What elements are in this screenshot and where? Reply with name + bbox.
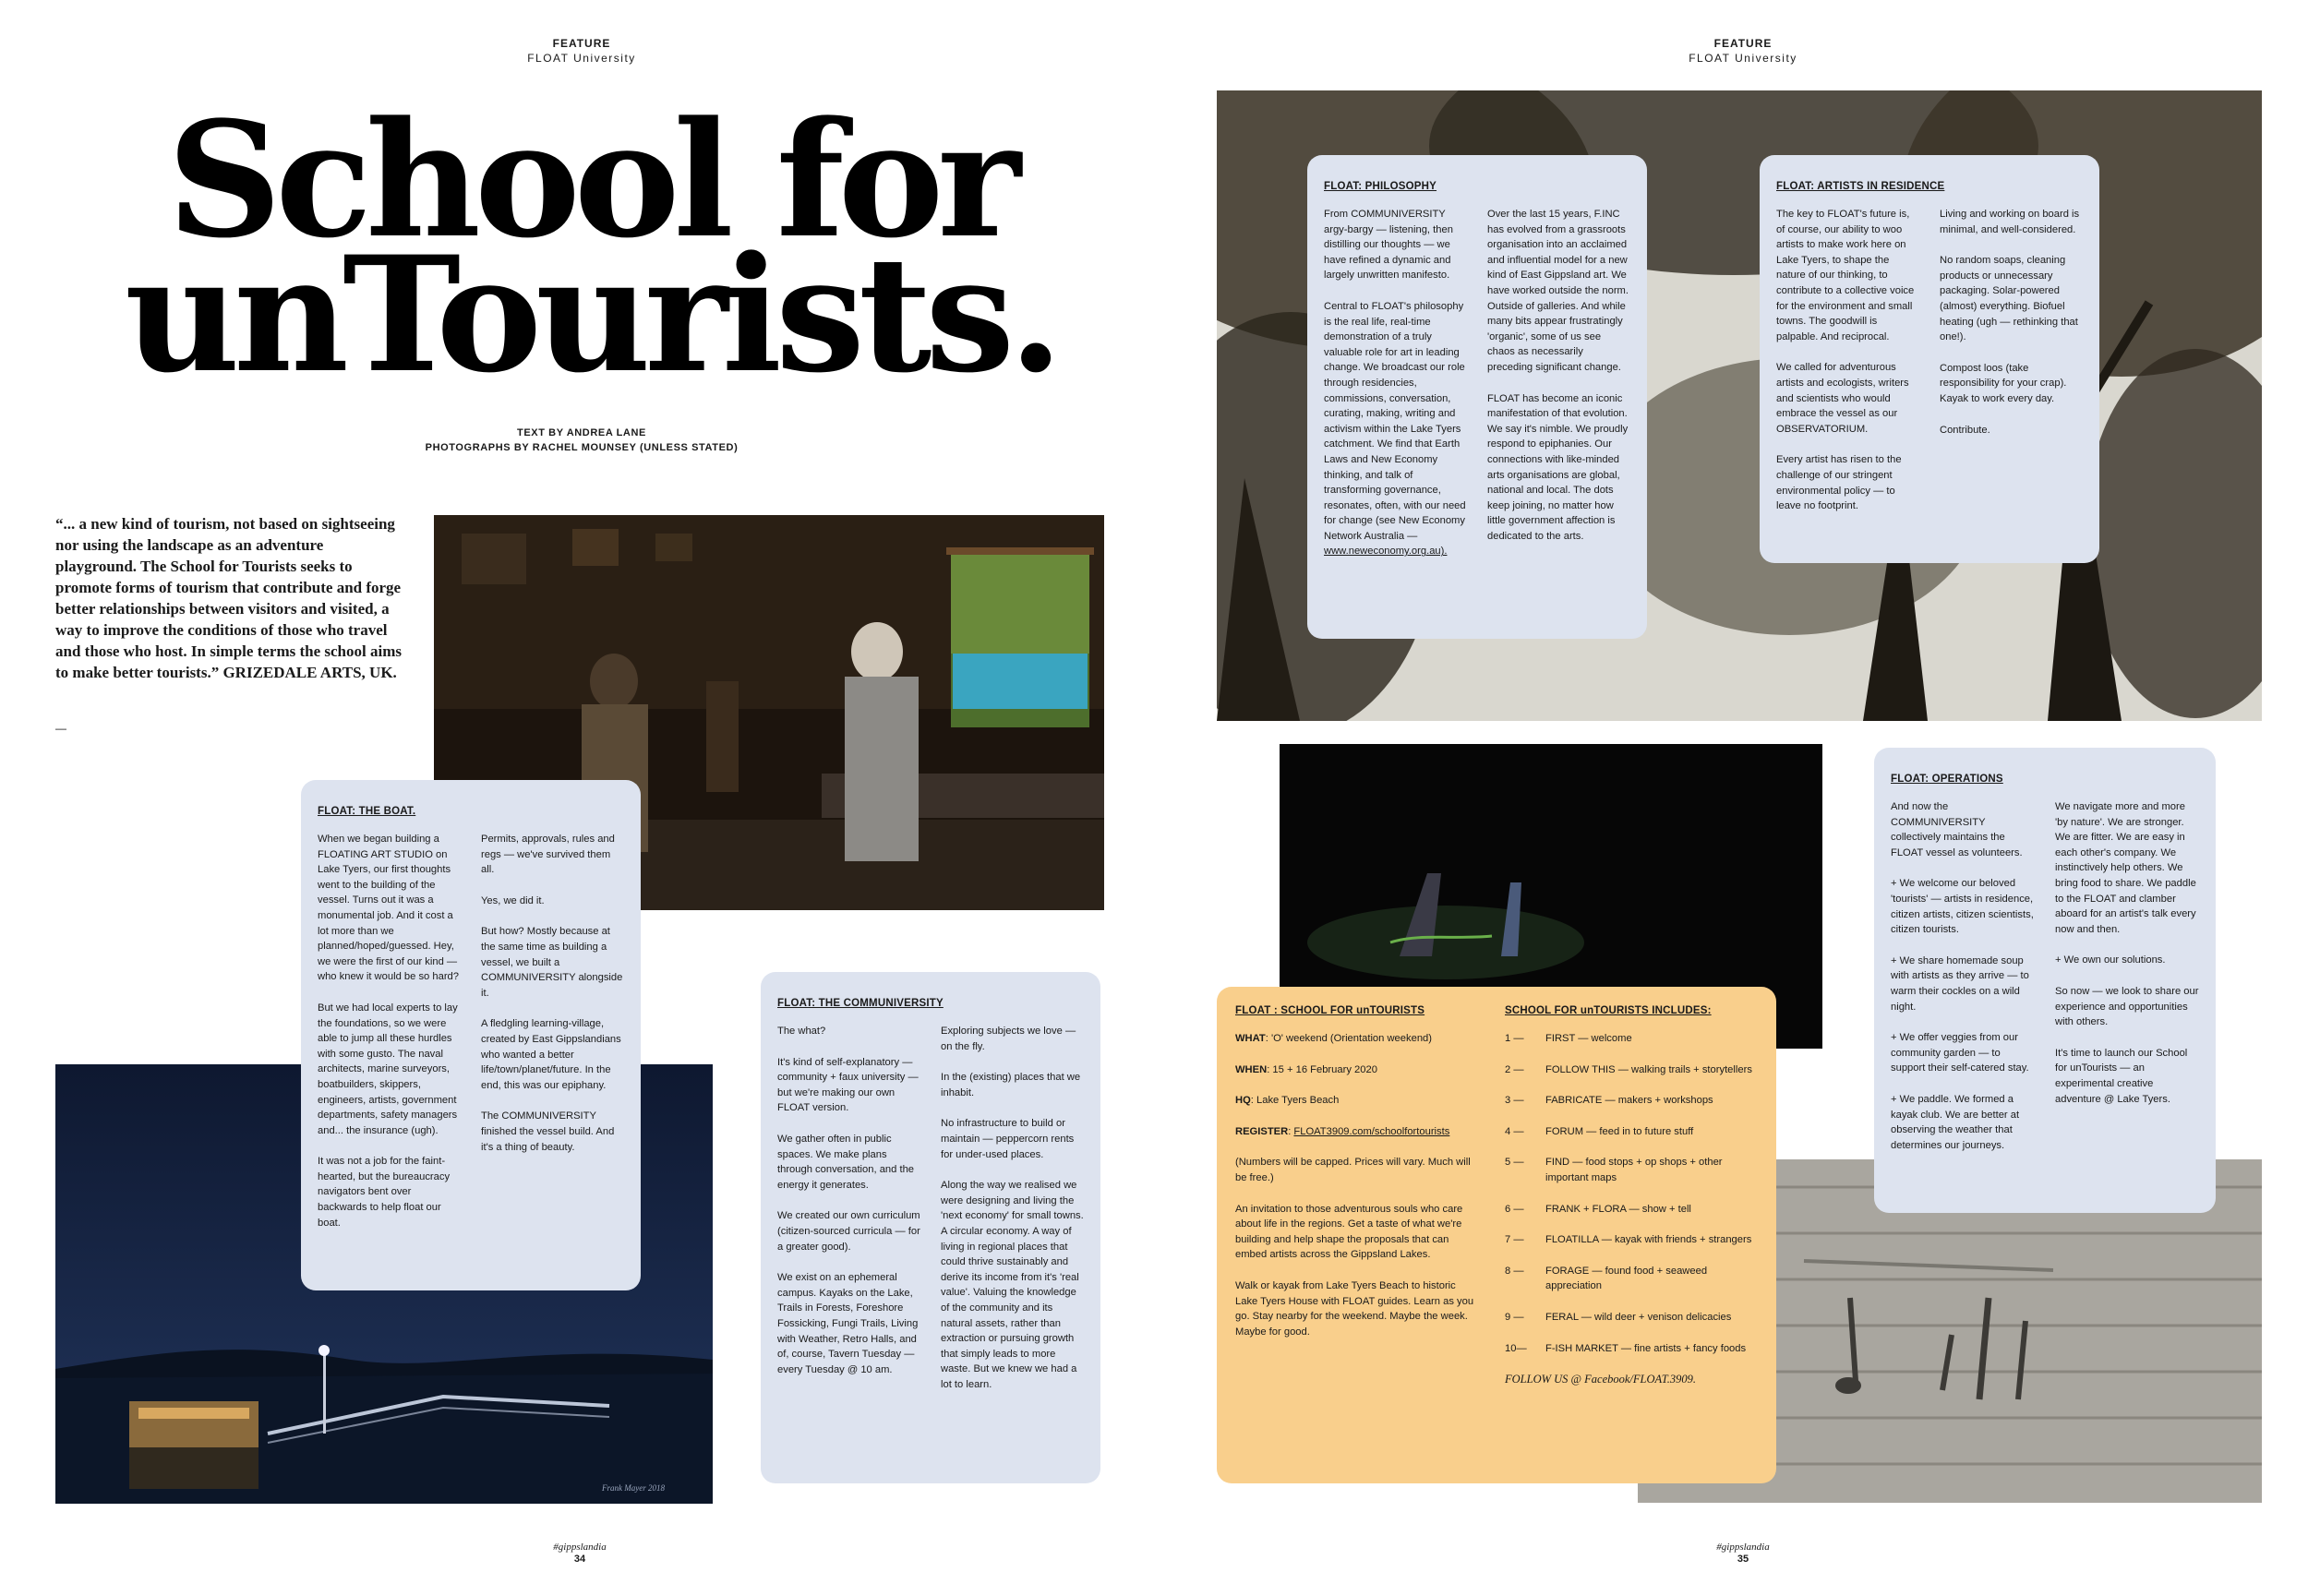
list-item — [1505, 1124, 1758, 1140]
list-item-text: FIRST — welcome — [1545, 1033, 1632, 1044]
list-item-text: FABRICATE — makers + workshops — [1545, 1095, 1713, 1107]
event-what-label: WHAT — [1235, 1033, 1266, 1044]
paragraph: Over the last 15 years, F.INC has evolved from a grassroots organisation into an acclaimed and influential model for a new kind of East Gippsland art. We have worked outside the norm. Outside of galleries. And while many bits appear frustratingly 'organic', some of us see chaos as necessarily preceding significant change. — [1487, 209, 1629, 373]
card-communiversity-col-1 — [777, 1024, 920, 1392]
card-boat-col-2 — [481, 832, 624, 1230]
card-school-title: FLOAT : SCHOOL FOR unTOURISTS — [1235, 1005, 1425, 1016]
list-item — [1505, 1264, 1758, 1294]
page-title — [74, 86, 1108, 408]
capped-note: (Numbers will be capped. Prices will vary. Much will be free.) — [1235, 1157, 1471, 1183]
paragraph: We gather often in public spaces. We make plans through conversation, and the energy it generates. — [777, 1133, 915, 1191]
list-item — [1505, 1093, 1758, 1109]
paragraph: We created our own curriculum (citizen-sourced curricula — for a greater good). — [777, 1210, 920, 1253]
paragraph: Contribute. — [1940, 424, 1990, 436]
paragraph: So now — we look to share our experience and opportunities with others. — [2055, 985, 2199, 1028]
event-register-label: REGISTER — [1235, 1125, 1289, 1137]
paragraph: Permits, approvals, rules and regs — we've survived them all. — [481, 834, 615, 876]
card-school — [1217, 987, 1776, 1483]
section-kicker: FEATURE — [1713, 37, 1773, 50]
list-item-text: FIND — food stops + op shops + other important maps — [1545, 1157, 1723, 1183]
paragraph: In the (existing) places that we inhabit. — [941, 1072, 1081, 1098]
list-item — [1505, 1341, 1758, 1357]
section-sub: FLOAT University — [1689, 52, 1797, 65]
paragraph: Exploring subjects we love — on the fly. — [941, 1026, 1076, 1052]
card-philosophy-col-1 — [1324, 207, 1467, 559]
card-boat — [301, 780, 641, 1290]
event-when-value: : 15 + 16 February 2020 — [1267, 1063, 1377, 1075]
list-item-number: 8 — — [1505, 1265, 1524, 1277]
section-kicker: FEATURE — [552, 37, 611, 50]
byline-text: TEXT BY ANDREA LANE — [517, 427, 646, 438]
list-item — [1505, 1062, 1758, 1078]
title-line-2: unTourists. — [124, 221, 1058, 408]
event-hq-label: HQ — [1235, 1095, 1251, 1107]
card-artists-col-1 — [1776, 207, 1919, 514]
list-item-number: 2 — — [1505, 1063, 1524, 1075]
paragraph: We navigate more and more 'by nature'. We are stronger. We are fitter. We are easy in each other's company. We instinctively help others. We bring food to share. We paddle to the FLOAT and clamber aboard for an artist's talk every now and then. — [2055, 801, 2196, 935]
register-link[interactable]: FLOAT3909.com/schoolfortourists — [1293, 1125, 1450, 1137]
paragraph: No infrastructure to build or maintain — peppercorn rents for under-used places. — [941, 1118, 1075, 1160]
paragraph: We exist on an ephemeral campus. Kayaks on the Lake, Trails in Forests, Foreshore Fossicking, Fungi Trails, Living with Weather, Retro Halls, and of, course, Tavern Tuesday — every Tuesday @ 10 am. — [777, 1272, 919, 1375]
card-operations-col-2 — [2055, 799, 2199, 1153]
left-page-header — [443, 37, 720, 65]
paragraph: The what? — [777, 1026, 826, 1037]
right-page-footer — [1651, 1542, 1835, 1565]
card-school-col-1 — [1235, 1005, 1477, 1403]
byline-photos: PHOTOGRAPHS BY RACHEL MOUNSEY (UNLESS STATED) — [425, 442, 739, 453]
list-item — [1505, 1202, 1758, 1218]
paragraph: When we began building a FLOATING ART STUDIO on Lake Tyers, our first thoughts went to the building of the vessel. Turns out it was a monumental job. And it cost a lot more than we planned/hoped/guessed. Hey, we were the first of our kind — who knew it would be so hard? — [318, 834, 459, 983]
paragraph: No random soaps, cleaning products or unnecessary packaging. Solar-powered (almost) everything. Biofuel heating (ugh — rethinking that one!). — [1940, 255, 2078, 343]
card-artists-title: FLOAT: ARTISTS IN RESIDENCE — [1776, 181, 1945, 192]
card-communiversity — [761, 972, 1100, 1483]
card-operations-title: FLOAT: OPERATIONS — [1891, 774, 2003, 785]
section-sub: FLOAT University — [527, 52, 636, 65]
paragraph: + We share homemade soup with artists as they arrive — to warm their cockles on a wild night. — [1891, 954, 2029, 1013]
card-operations — [1874, 748, 2216, 1213]
card-philosophy — [1307, 155, 1647, 639]
paragraph: It was not a job for the faint-hearted, but the bureaucracy navigators bent over backwards to help float our boat. — [318, 1156, 451, 1229]
event-what — [1235, 1031, 1477, 1047]
list-item-text: FERAL — wild deer + venison delicacies — [1545, 1311, 1732, 1323]
event-hq — [1235, 1093, 1477, 1109]
list-item-number: 9 — — [1505, 1311, 1524, 1323]
left-page-footer — [487, 1542, 672, 1565]
paragraph: A fledgling learning-village, created by East Gippslandians who wanted a better life/town/planet/future. In the end, this was our epiphany. — [481, 1018, 621, 1091]
card-school-col-2 — [1505, 1005, 1758, 1403]
paragraph: It's kind of self-explanatory — community + faux university — but we're making our own FLOAT version. — [777, 1056, 919, 1114]
card-operations-col-1 — [1891, 799, 2035, 1153]
list-item-number: 3 — — [1505, 1095, 1524, 1107]
paragraph: We called for adventurous artists and ecologists, writers and scientists who would embrace the vessel as our OBSERVATORIUM. — [1776, 362, 1909, 435]
paragraph: The COMMUNIVERSITY finished the vessel build. And it's a thing of beauty. — [481, 1110, 615, 1153]
pull-quote: “... a new kind of tourism, not based on sightseeing nor using the landscape as an adventure playground. The School for Tourists seeks to promote forms of tourism that contribute and forge better relationships between visitors and visited, a way to improve the conditions of those who travel and those who host. In simple terms the school aims to make better tourists.” GRIZEDALE ARTS, UK. — [55, 515, 402, 681]
list-item-number: 7 — — [1505, 1234, 1524, 1246]
page-number: 35 — [1737, 1554, 1749, 1565]
paragraph: + We welcome our beloved 'tourists' — artists in residence, citizen artists, citizen scientists, citizen tourists. — [1891, 878, 2034, 936]
event-when-label: WHEN — [1235, 1063, 1268, 1075]
event-what-value: : 'O' weekend (Orientation weekend) — [1265, 1033, 1432, 1044]
paragraph: Central to FLOAT's philosophy is the real life, real-time demonstration of a truly valuable role for art in leading change. We broadcast our role through residencies, commissions, conversation, curating, making, writing and activism within the Lake Tyers catchment. We find that Earth Laws and New Economy thinking, and talk of transforming governance, resonates, often, with our need for change (see New Economy Network Australia — — [1324, 300, 1466, 542]
list-item-text: FORAGE — found food + seaweed appreciation — [1545, 1265, 1708, 1292]
event-register — [1235, 1124, 1477, 1140]
card-artists-col-2 — [1940, 207, 2083, 514]
paragraph: Compost loos (take responsibility for your crap). Kayak to work every day. — [1940, 362, 2067, 404]
card-philosophy-col-2 — [1487, 207, 1630, 559]
card-artists — [1760, 155, 2099, 563]
list-item-number: 5 — — [1505, 1157, 1524, 1169]
list-item — [1505, 1155, 1758, 1185]
right-page-header — [1605, 37, 1881, 65]
card-communiversity-col-2 — [941, 1024, 1084, 1392]
list-item-text: FRANK + FLORA — show + tell — [1545, 1203, 1691, 1215]
paragraph: From COMMUNIVERSITY argy-bargy — listening, then distilling our thoughts — we have refined a dynamic and largely unwritten manifesto. — [1324, 209, 1453, 282]
paragraph: + We own our solutions. — [2055, 954, 2166, 966]
event-when — [1235, 1062, 1477, 1078]
paragraph: And now the COMMUNIVERSITY collectively maintains the FLOAT vessel as volunteers. — [1891, 801, 2023, 858]
follow-us[interactable]: FOLLOW US @ Facebook/FLOAT.3909. — [1505, 1373, 1696, 1386]
list-item — [1505, 1232, 1758, 1248]
paragraph: It's time to launch our School for unTourists — an experimental creative adventure @ Lake Tyers. — [2055, 1047, 2188, 1105]
photo-credit: Frank Mayer 2018 — [602, 1483, 665, 1493]
card-communiversity-title: FLOAT: THE COMMUNIVERSITY — [777, 998, 944, 1009]
paragraph: + We paddle. We formed a kayak club. We are better at observing the weather that determines our journeys. — [1891, 1093, 2020, 1151]
paragraph: Yes, we did it. — [481, 894, 545, 906]
list-item-number: 10— — [1505, 1342, 1527, 1354]
list-item-text: F-ISH MARKET — fine artists + fancy foods — [1545, 1342, 1747, 1354]
card-philosophy-title: FLOAT: PHILOSOPHY — [1324, 181, 1437, 192]
list-item — [1505, 1310, 1758, 1326]
list-item-number: 6 — — [1505, 1203, 1524, 1215]
list-item-number: 1 — — [1505, 1033, 1524, 1044]
list-item-text: FOLLOW THIS — walking trails + storytellers — [1545, 1063, 1752, 1075]
paragraph: The key to FLOAT's future is, of course, our ability to woo artists to make work here on Lake Tyers, to shape the nature of our thinking, to contribute to a collective voice for the environment and small towns. The goodwill is palpable. And reciprocal. — [1776, 209, 1915, 342]
paragraph: Living and working on board is minimal, and well-considered. — [1940, 209, 2080, 235]
page-number: 34 — [573, 1554, 586, 1565]
footer-tag: #gippslandia — [553, 1542, 607, 1553]
paragraph: Every artist has risen to the challenge of our stringent environmental policy — to leave no footprint. — [1776, 454, 1902, 512]
paragraph: Along the way we realised we were designing and living the 'next economy' for small towns. A circular economy. A way of living in regional places that could thrive sustainably and derive its income from it's 'real value'. Valuing the knowledge of the community and its natural assets, rather than extraction or pursuing growth that simply leads to more waste. But we knew we had a lot to learn. — [941, 1180, 1084, 1390]
includes-title: SCHOOL FOR unTOURISTS INCLUDES: — [1505, 1005, 1712, 1016]
event-register-sep: : — [1288, 1125, 1294, 1137]
paragraph: But we had local experts to lay the foundations, so we were able to jump all these hurdles with some gusto. The naval architects, marine surveyors, boatbuilders, skippers, engineers, artists, government departments, safety managers and... the insurance (ugh). — [318, 1002, 458, 1136]
event-hq-value: : Lake Tyers Beach — [1250, 1095, 1340, 1107]
list-item-text: FORUM — feed in to future stuff — [1545, 1125, 1694, 1137]
list-item-text: FLOATILLA — kayak with friends + strangers — [1545, 1234, 1752, 1246]
neweconomy-link[interactable]: www.neweconomy.org.au). — [1324, 546, 1448, 558]
byline — [305, 426, 859, 455]
paragraph: But how? Mostly because at the same time as building a vessel, we built a COMMUNIVERSITY alongside it. — [481, 926, 623, 999]
title-line-1: School for — [167, 86, 1015, 273]
footer-tag: #gippslandia — [1716, 1542, 1770, 1553]
walk-text: Walk or kayak from Lake Tyers Beach to historic Lake Tyers House with FLOAT guides. Learn as you go. Stay nearby for the weekend. Maybe the week. Maybe for good. — [1235, 1279, 1474, 1338]
list-item — [1505, 1031, 1758, 1047]
invite-text: An invitation to those adventurous souls who care about life in the regions. Get a taste of what we're building and help shape the proposals that can embed artists across the Gippsland Lakes. — [1235, 1203, 1463, 1261]
quote-dash: — — [55, 722, 66, 735]
list-item-number: 4 — — [1505, 1125, 1524, 1137]
card-boat-col-1 — [318, 832, 461, 1230]
card-boat-title: FLOAT: THE BOAT. — [318, 806, 416, 817]
paragraph: + We offer veggies from our community garden — to support their self-catered stay. — [1891, 1032, 2029, 1074]
paragraph: FLOAT has become an iconic manifestation of that evolution. We say it's nimble. We proudly respond to epiphanies. Our connections with like-minded arts organisations are global, national and local. The dots keep joining, no matter how little government affection is dedicated to the arts. — [1487, 392, 1629, 542]
